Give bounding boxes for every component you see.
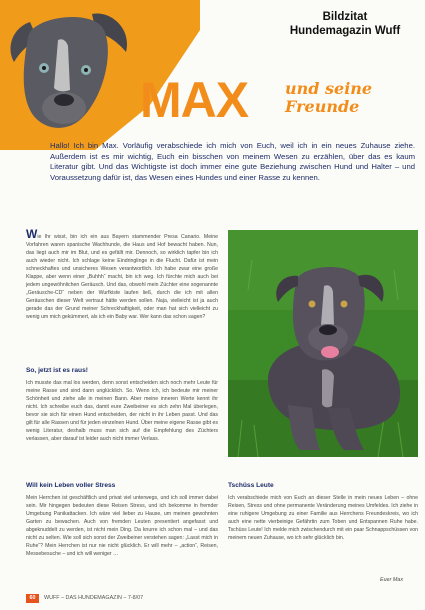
section-4-body: Ich verabschiede mich von Euch an dieser Stelle in mein neues Leben – ohne Reisen, Stress und ohne permanente Veränderung meines Umfeldes. Ich ziehe in eine ruhigere Umgebung zu einer Familie aus Herrchens Freundeskreis, wo ich auch eine nette vierbeinige Gefährtin zum Toben und Entspannen Ruhe habe. Tschüss Leute! Ich melde mich zwischendurch mit ein paar Schnappschüssen von meinem neuen Zuhause, wo ich sehr glücklich bin. (228, 495, 418, 541)
intro-paragraph: Hallo! Ich bin Max. Vorläufig verabschiede ich mich von Euch, weil ich in ein neues Zuhause ziehe. Außerdem ist es mir wichtig, Euch ein bisschen von meinem Wesen zu erzählen, über das es kaum Literatur gibt. Und das Wichtigste ist doch immer eine gute Beziehung zwischen Hund und Halter – und Voraussetzung dafür ist, das Wesen eines Hundes und einer Rasse zu kennen. (50, 141, 415, 182)
signature: Euer Max (380, 577, 404, 583)
title-main: MAX (140, 72, 249, 128)
image-credit (270, 10, 420, 38)
dog-photo (228, 230, 418, 457)
section-4-heading: Tschüss Leute (228, 482, 274, 489)
title-rest: und seine Freunde (285, 79, 373, 116)
page-number: 60 (26, 594, 39, 603)
section-3-body: Mein Herrchen ist geschäftlich und privat viel unterwegs, und ich soll immer dabei sein. Mir hingegen bedeuten diese Reisen Stress, und ich bekomme in fremder Umgebung Panikattacken. Ich wäre viel lieber zu Hause, um meinen gewohnten Garten zu bewachen. Auch von fremden Leuten presentiert angefasst und abgeknuddelt zu werden, ist nicht mein Ding. Da knurre ich schon mal – und das nicht zu selten. Wie soll sich sonst der Zweibeiner verstehen sagen: „Lasst mich in Ruhe“? Mein Herrchen ist nur nie nicht glücklich. Er will mehr – „action“, Reisen, Messebesuche – und ich will weniger … (26, 495, 218, 557)
drop-cap: W (26, 227, 38, 241)
dog-lying-in-grass-photo-icon (228, 230, 418, 457)
section-2-body: Ich musste das mal los werden, denn sonst entscheiden sich noch mehr Leute für meine Rasse und sind dann unglücklich. So. Wenn ich, ich bedeute mir meiner Schönheit und ziehe alle in meinen Bann. Aber meine inneren Werte kennt ihr nicht. Ich schreibe euch das, damit eure Zweibeiner es sich zehn Mal überlegen, bevor sie sich für einen Hund entscheiden, der nicht in ihr Leben passt. Und das gilt für alle Rassen und für jeden einzelnen Hund. Über meine eigene Rasse gibt es wenig Literatur, deshalb muss man sich auf die Empfehlung des Züchters verlassen, aber darauf ist leider auch nicht immer Verlass. (26, 380, 218, 442)
section-3-heading: Will kein Leben voller Stress (26, 482, 116, 489)
section-1-body (26, 227, 218, 321)
section-2-heading: So, jetzt ist es raus! (26, 367, 88, 374)
footer-text: WUFF – DAS HUNDEMAGAZIN – 7-8/07 (44, 595, 144, 601)
page-footer (26, 594, 418, 603)
credit-line-1: Bildzitat (322, 11, 368, 23)
credit-line-2: Hundemagazin Wuff (289, 25, 401, 37)
section-1-text: ie Ihr wisst, bin ich ein aus Bayern stammender Presa Canario. Meine Vorfahren waren spanische Wachhunde, die Haus und Hof bewacht haben. Nun, das liegt auch mir im Blut, und es gefällt mir. Dennoch, so wirklich tapfer bin ich auch wieder nicht. Ich schlage keine Eindringlinge in die Flucht. Dafür ist mein schneckhaftes und unsicheres Wesen verantwortlich. Ich habe zwar eine große Klappe, aber wenn einer „Buhhh“ macht, bin ich weg. Ich fürchte mich auch bei jedem ungewöhnlichen Geräusch. Und das, obwohl mein Züchter eine sogenannte „Geräusche-CD“ neben der Wurfkiste laufen ließ, durch die ich mit allen Geräuschen dieser Welt vertraut hätte werden sollen. Naja, vielleicht ist ja auch gerade das der Grund meiner Schreckhaftigkeit, oder man hat sich vielleicht zu wenig um mich gekümmert, als ich ein Baby war. Wer kann das schon sagen? (26, 234, 218, 320)
